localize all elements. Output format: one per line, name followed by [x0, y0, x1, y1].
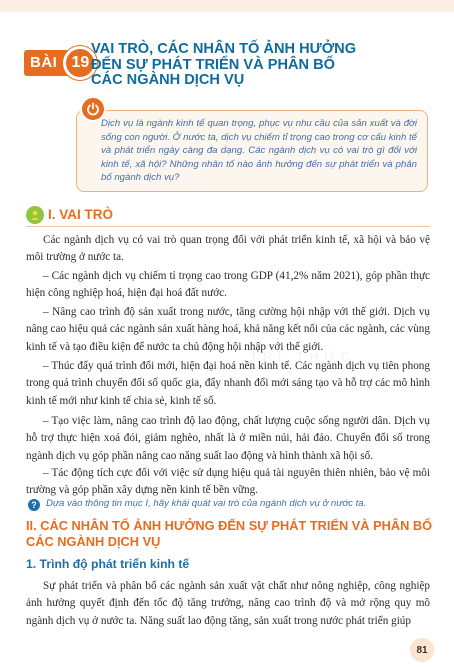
section-title-line: CÁC NGÀNH DỊCH VỤ [26, 534, 161, 549]
paragraph: Các ngành dịch vụ có vai trò quan trọng đối với phát triển kinh tế, xã hội và bảo vệ môi trường ở nước ta. [26, 234, 430, 264]
page-number: 81 [410, 638, 434, 662]
paragraph: – Nâng cao trình độ sản xuất trong nước, tăng cường hội nhập với thế giới. Dịch vụ nâng cao hiệu quả các ngành sản xuất hàng hoá, khả năng kết nối của các ngành, các vùng kinh tế và tạo điều kiện để nước ta chủ động hội nhập với thế giới. [26, 306, 430, 353]
paragraph: – Tác động tích cực đối với việc sử dụng hiệu quả tài nguyên thiên nhiên, bảo vệ môi trường và góp phần xây dựng nền kinh tế bền vững. [26, 467, 430, 497]
paragraph: – Các ngành dịch vụ chiếm tỉ trọng cao trong GDP (41,2% năm 2021), góp phần thực hiện công nghiệp hoá, hiện đại hoá đất nước. [26, 270, 430, 300]
question-icon: ? [28, 499, 40, 511]
paragraph: Sự phát triển và phân bố các ngành sản xuất vật chất như nông nghiệp, công nghiệp ảnh hưởng quyết định đến tốc độ tăng trưởng, nâng cao trình độ và mở rộng quy mô ngành dịch vụ ở nước ta. Năng suất lao động tăng, sản xuất trong nước phát triển giúp [26, 580, 430, 627]
lesson-title [91, 42, 421, 89]
lesson-number: 19 [63, 46, 97, 80]
question-text: Dựa vào thông tin mục I, hãy khái quát vai trò của ngành dịch vụ ở nước ta. [46, 498, 367, 509]
intro-text: Dịch vụ là ngành kinh tế quan trọng, phục vụ nhu cầu của sản xuất và đời sống con người. Ở nước ta, dịch vụ chiếm tỉ trọng cao trong cơ cấu kinh tế và phát triển ngày càng đa dạng. Các ngành dịch vụ có vai trò gì đối với kinh tế, xã hội? Những nhân tố nào ảnh hưởng đến sự phát triển và phân bố ngành dịch vụ? [101, 118, 417, 184]
paragraph: – Thúc đẩy quá trình đổi mới, hiện đại hoá nền kinh tế. Các ngành dịch vụ tiên phong trong quá trình chuyển đổi số quốc gia, đẩy nhanh đổi mới sáng tạo và hỗ trợ các mô hình kinh tế mới như kinh tế chia sẻ, kinh tế số. [26, 360, 430, 407]
section-title [26, 518, 433, 550]
lesson-badge [24, 46, 97, 80]
lesson-title-line: VAI TRÒ, CÁC NHÂN TỐ ẢNH HƯỞNG [91, 41, 357, 57]
section-title-line: II. CÁC NHÂN TỐ ẢNH HƯỞNG ĐẾN SỰ PHÁT TRIỂN VÀ PHÂN BỐ [26, 518, 433, 533]
paragraph: – Tạo việc làm, nâng cao trình độ lao động, chất lượng cuộc sống người dân. Dịch vụ hỗ trợ thực hiện xoá đói, giảm nghèo, nhất là ở miền núi, hải đảo. Chuyển đổi số trong ngành dịch vụ góp phần nâng cao năng suất lao động và hình thành xã hội số. [26, 415, 430, 462]
lesson-title-line: CÁC NGÀNH DỊCH VỤ [91, 72, 245, 88]
lesson-word: BÀI [24, 50, 73, 76]
lesson-title-line: ĐẾN SỰ PHÁT TRIỂN VÀ PHÂN BỐ [91, 56, 336, 73]
watermark: TRI THỨC [250, 350, 356, 364]
subsection-title: 1. Trình độ phát triển kinh tế [26, 557, 190, 571]
power-icon [80, 96, 106, 122]
top-band [0, 0, 454, 12]
intro-box [76, 110, 428, 192]
section-divider [26, 226, 430, 227]
person-icon [26, 206, 44, 224]
section-title: I. VAI TRÒ [48, 207, 114, 222]
